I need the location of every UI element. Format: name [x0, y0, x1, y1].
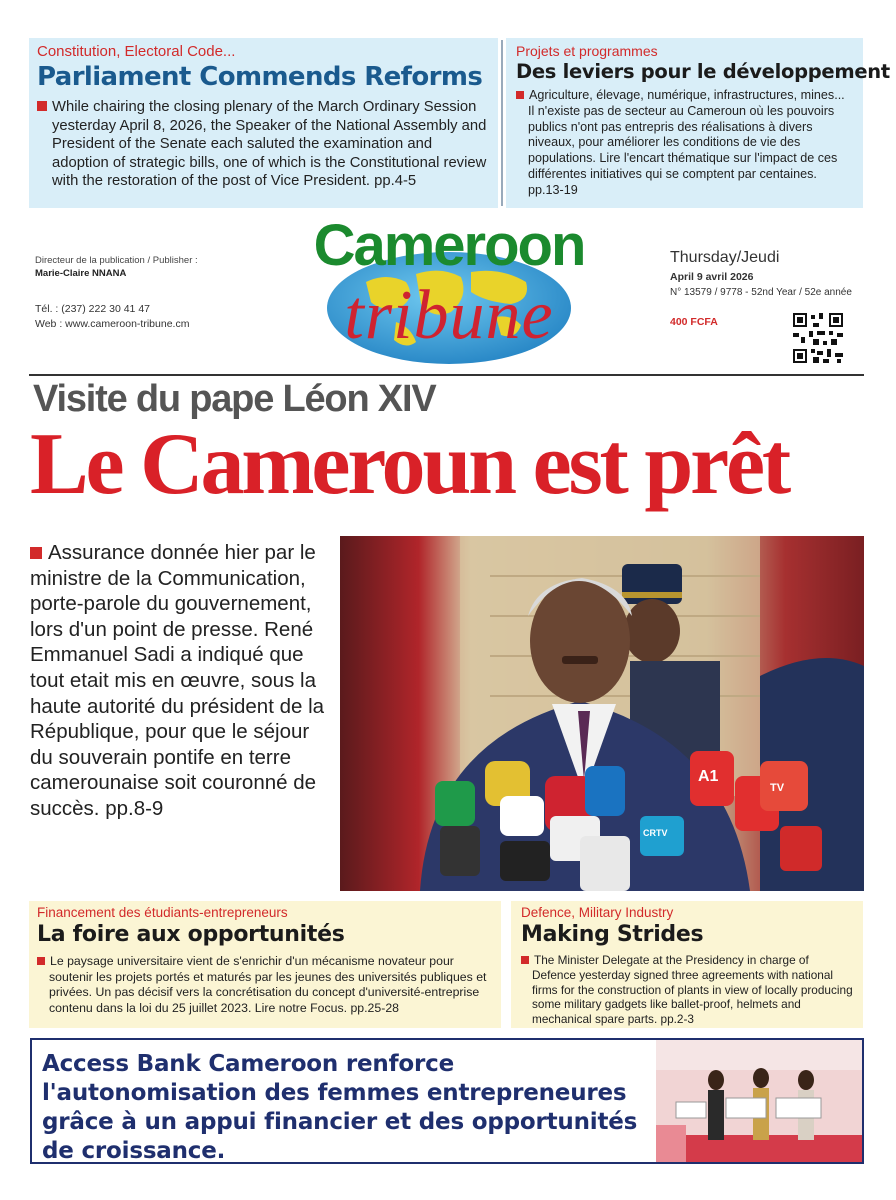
- qr-code-icon[interactable]: [793, 313, 843, 363]
- teaser-headline[interactable]: La foire aux opportunités: [37, 922, 345, 947]
- teaser-parliament[interactable]: [29, 38, 498, 208]
- masthead-rule: [29, 374, 864, 376]
- column-divider: [507, 901, 509, 1028]
- teaser-body: [516, 88, 853, 199]
- day-french: Jeudi: [741, 249, 780, 266]
- teaser-body: [37, 98, 490, 191]
- press-conference-photo: [340, 536, 864, 891]
- teaser-kicker: Projets et programmes: [516, 43, 658, 59]
- teaser-body: [521, 953, 853, 1027]
- issue-number: N° 13579 / 9778 - 52nd Year / 52e année: [670, 287, 852, 298]
- contact-info: [35, 302, 189, 332]
- teaser-kicker: Defence, Military Industry: [521, 905, 674, 920]
- phone-number: Tél. : (237) 222 30 41 47: [35, 303, 150, 315]
- main-supra-headline: Visite du pape Léon XIV: [33, 378, 436, 420]
- teaser-headline[interactable]: Des leviers pour le développement: [516, 60, 890, 83]
- teaser-kicker: Financement des étudiants-entrepreneurs: [37, 905, 288, 920]
- teaser-military[interactable]: [511, 901, 863, 1028]
- issue-date: April 9 avril 2026: [670, 271, 754, 283]
- teaser-body-text: While chairing the closing plenary of the March Ordinary Session yesterday April 8, 2026, the Speaker of the National Assembly and President of the Senate each saluted the examination and adoption of strategic bills, one of which is the Constitutional review with the restoration of the post of Vice President. pp.4-5: [52, 99, 487, 190]
- logo-wordmark-bottom: tribune: [344, 277, 554, 354]
- main-lead-text: Assurance donnée hier par le ministre de la Communication, porte-parole du gouvernement, lors d'un point de presse. René Emmanuel Sadi a indiqué que tout etait mis en œuvre, sous la haute autorité du président de la République, pour que le séjour du souverain pontife en terre camerounaise soit couronné de succès. pp.8-9: [30, 541, 325, 820]
- teaser-kicker: Constitution, Electoral Code...: [37, 43, 236, 60]
- column-divider: [501, 40, 503, 206]
- issue-day: [670, 249, 870, 267]
- bullet-square-icon: [521, 956, 529, 964]
- publisher-info: [35, 254, 198, 280]
- teaser-body-text: Le paysage universitaire vient de s'enrichir d'un mécanisme novateur pour soutenir les projets portés et maturés par les jeunes des universités publiques et privées. Un pas décisif vers la concrétisation du concept d'université-entreprise contenu dans la loi du 25 juillet 2023. Lire notre Focus. pp.25-28: [49, 954, 487, 1015]
- bullet-square-icon: [37, 957, 45, 965]
- ad-photo: [656, 1040, 862, 1162]
- bullet-square-icon: [516, 91, 524, 99]
- day-english: Thursday/: [670, 249, 742, 266]
- teaser-headline[interactable]: Making Strides: [521, 922, 704, 947]
- teaser-opportunities[interactable]: [29, 901, 501, 1028]
- publisher-name: Marie-Claire NNANA: [35, 268, 127, 279]
- teaser-body-text: Agriculture, élevage, numérique, infrastructures, mines... Il n'existe pas de secteur au Cameroun où les pouvoirs publics n'ont pas entrepris des réalisations à divers niveaux, pour améliorer les conditions de vie des populations. Lire l'encart thématique sur l'impact de ces différentes initiatives qui se comptent par centaines. pp.13-19: [528, 88, 845, 197]
- mic-label: A1: [698, 768, 719, 785]
- issue-price: 400 FCFA: [670, 316, 718, 328]
- bullet-square-icon: [30, 547, 42, 559]
- mic-label: CRTV: [643, 828, 668, 838]
- teaser-development[interactable]: [506, 38, 890, 208]
- cameroon-tribune-logo[interactable]: [296, 212, 602, 372]
- access-bank-ad[interactable]: [30, 1038, 864, 1164]
- main-lead: [30, 540, 335, 822]
- logo-wordmark-top: Cameroon: [313, 213, 585, 278]
- mic-label: TV: [770, 782, 785, 794]
- website-link[interactable]: Web : www.cameroon-tribune.cm: [35, 318, 190, 330]
- teaser-body: [37, 954, 493, 1016]
- teaser-headline[interactable]: Parliament Commends Reforms: [37, 62, 483, 92]
- main-headline[interactable]: Le Cameroun est prêt: [30, 416, 788, 513]
- teaser-body-text: The Minister Delegate at the Presidency in charge of Defence yesterday signed three agreements with national firms for the construction of plants in view of locally producing some military gadgets like ballet-proof, helmets and mechanical spare parts. pp.2-3: [532, 953, 853, 1027]
- bullet-square-icon: [37, 101, 47, 111]
- publisher-label: Directeur de la publication / Publisher :: [35, 255, 198, 266]
- ad-text: Access Bank Cameroon renforce l'autonomisation des femmes entrepreneures grâce à un appui financier et des opportunités de croissance.: [42, 1051, 638, 1164]
